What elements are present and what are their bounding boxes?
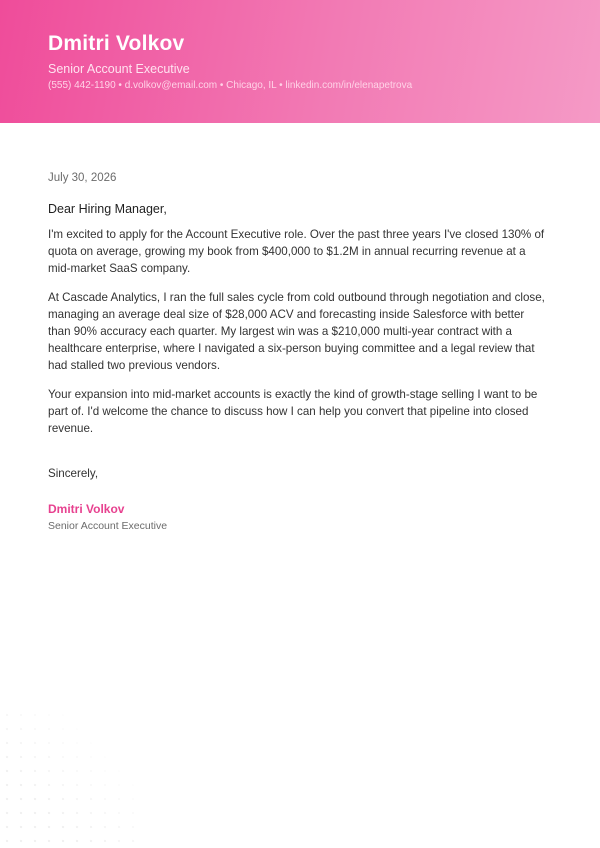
- signature-title: Senior Account Executive: [48, 520, 168, 532]
- decorative-dot-pattern: [0, 708, 140, 848]
- letter-closing: Sincerely,: [48, 467, 99, 480]
- header-contact-line: (555) 442-1190 • d.volkov@email.com • Chicago, IL • linkedin.com/in/elenapetrova: [48, 80, 413, 91]
- signature-name: Dmitri Volkov: [48, 502, 125, 516]
- header-name: Dmitri Volkov: [48, 32, 185, 55]
- letter-body: [48, 172, 548, 532]
- letter-header: [0, 0, 600, 123]
- letter-greeting: Dear Hiring Manager,: [48, 202, 167, 216]
- letter-paragraph-1: I'm excited to apply for the Account Executive role. Over the past three years I've closed 130% of quota on average, growing my book from $400,000 to $1.2M in annual recurring revenue at a mid-market SaaS company.: [48, 228, 545, 275]
- letter-date: July 30, 2026: [48, 172, 117, 184]
- letter-paragraph-3: Your expansion into mid-market accounts is exactly the kind of growth-stage selling I want to be part of. I'd welcome the chance to discuss how I can help you convert that pipeline into closed revenue.: [48, 388, 538, 435]
- header-job-title: Senior Account Executive: [48, 62, 190, 76]
- letter-paragraph-2: At Cascade Analytics, I ran the full sales cycle from cold outbound through negotiation and close, managing an average deal size of $28,000 ACV and forecasting inside Salesforce with better than 90% accuracy each quarter. My largest win was a $210,000 multi-year contract with a healthcare enterprise, where I navigated a six-person buying committee and a legal review that had stalled two previous vendors.: [48, 291, 545, 372]
